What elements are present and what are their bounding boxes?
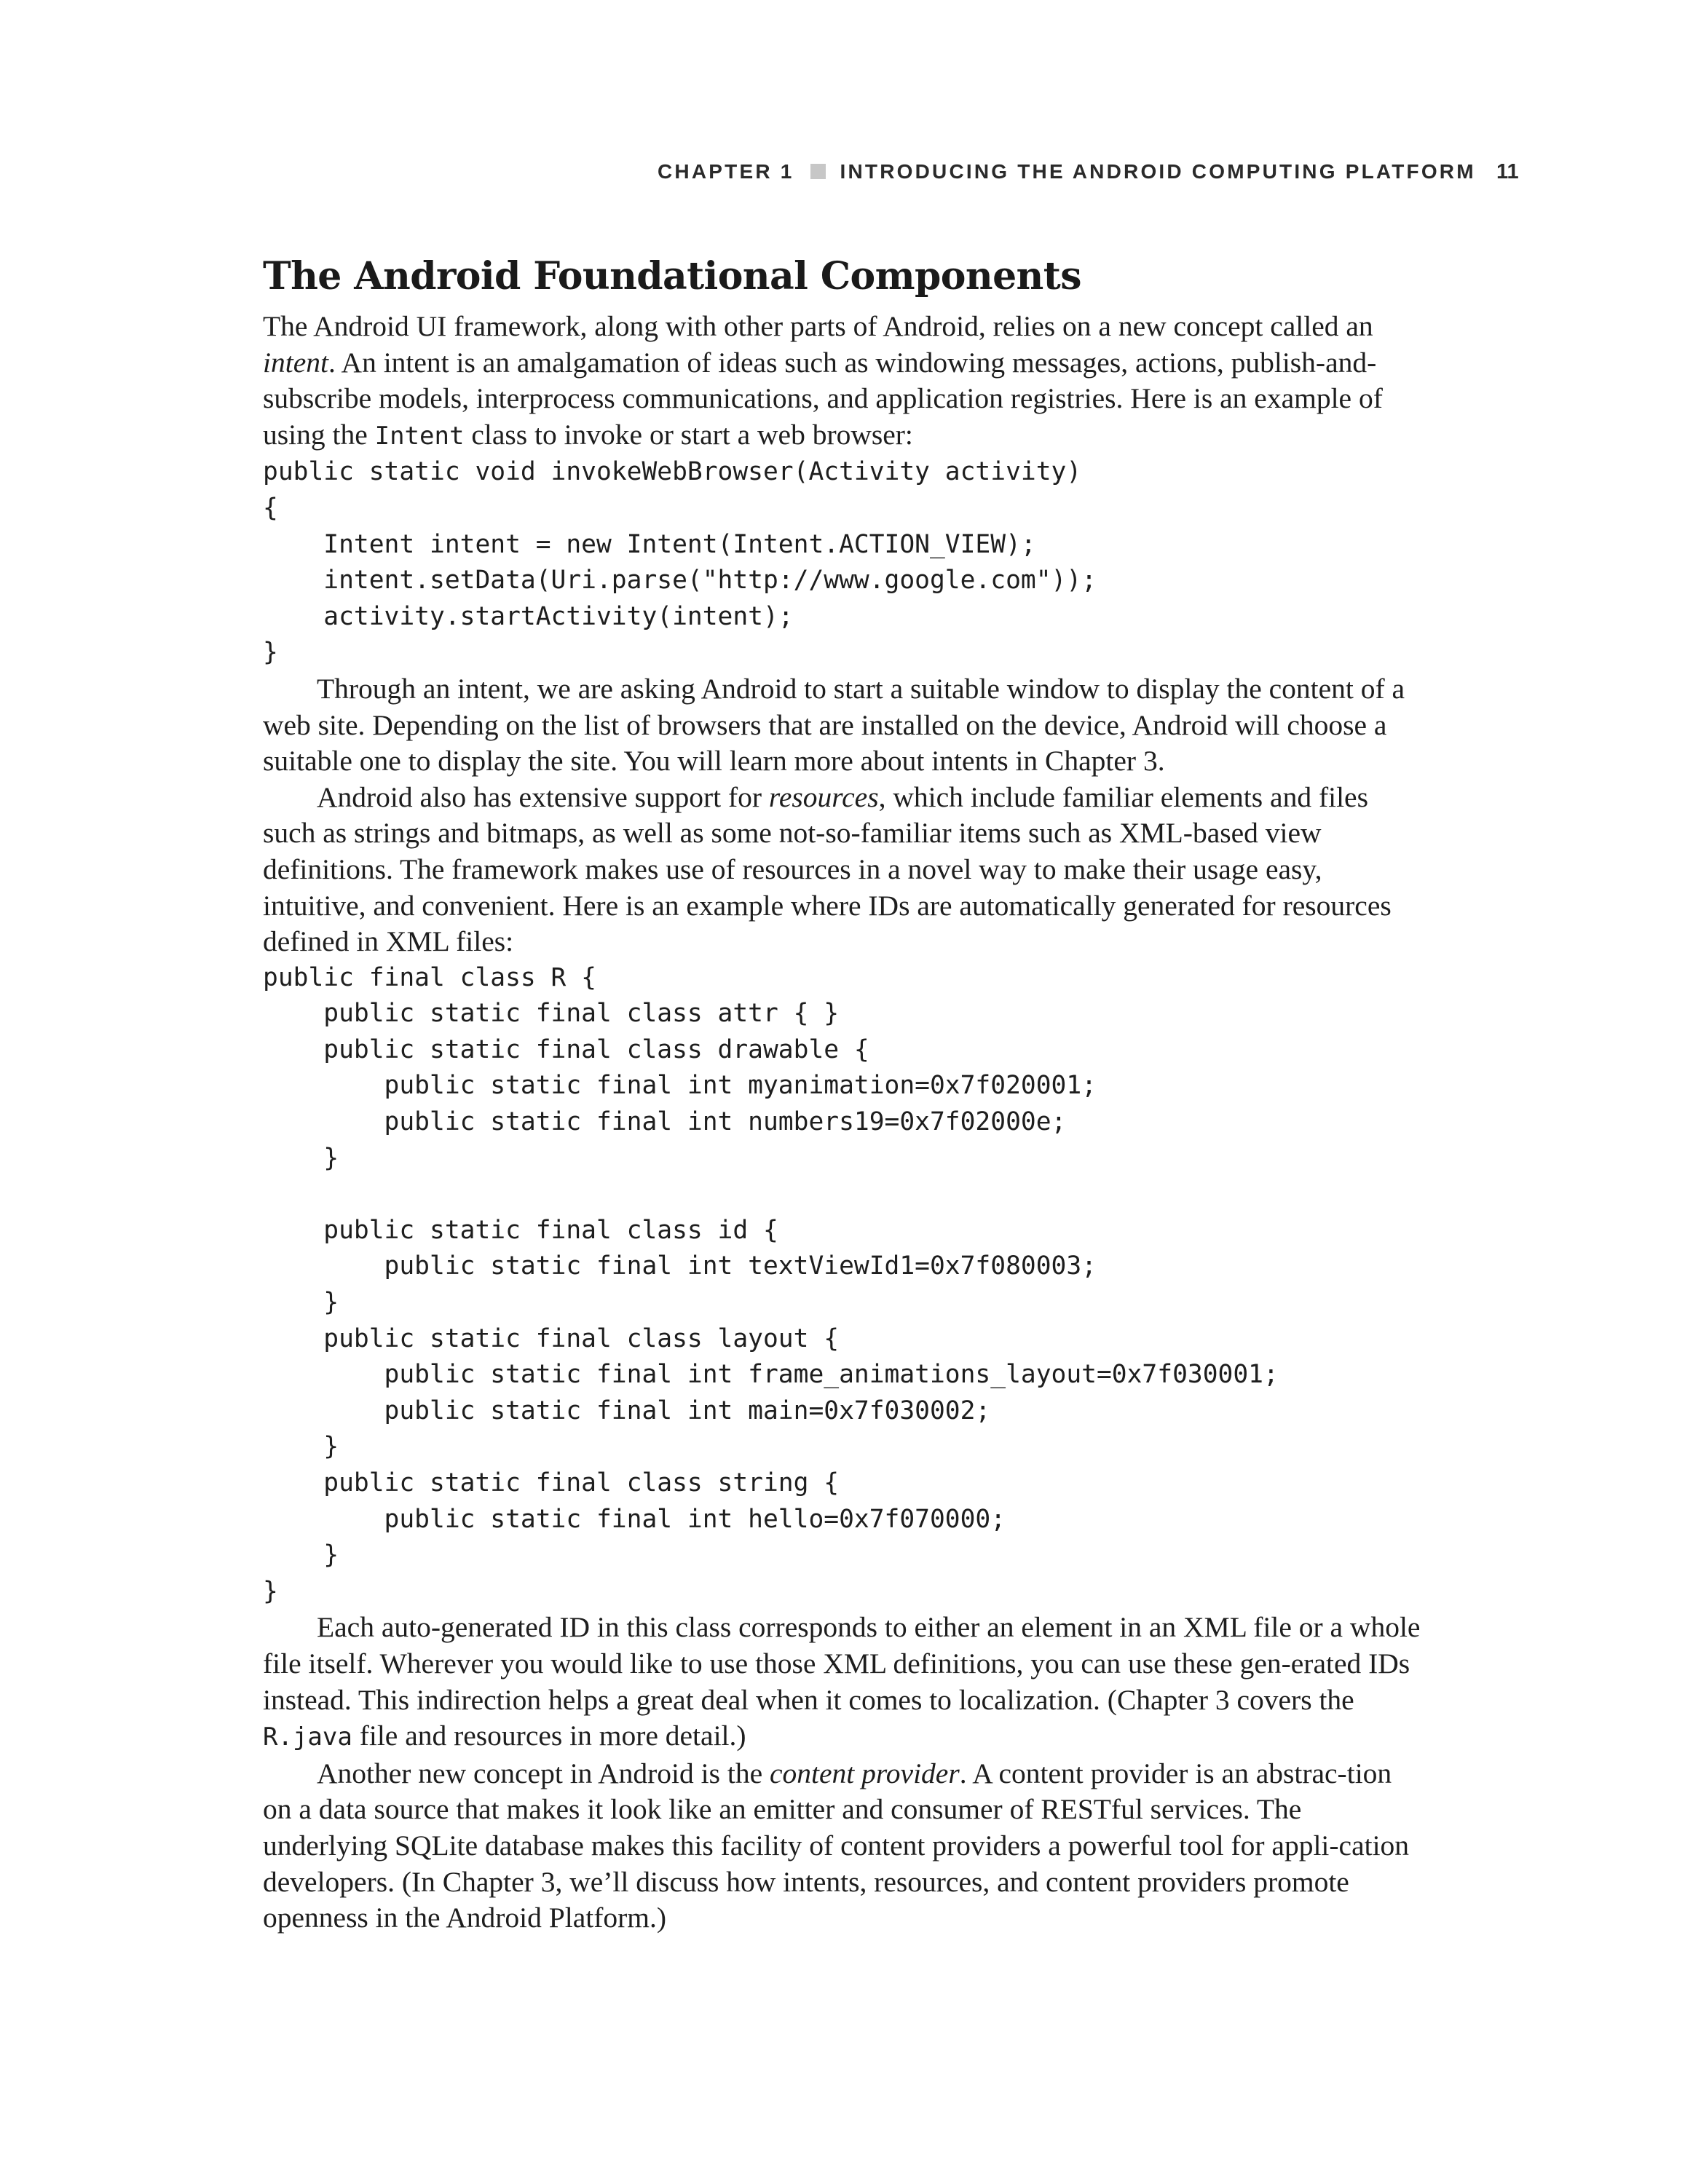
paragraph-intent-intro: [263, 309, 1424, 454]
term-resources: resources: [768, 780, 879, 813]
running-head: [658, 159, 1476, 185]
paragraph-intent-explanation: Through an intent, we are asking Android to start a suitable window to display the content of a web site. Depending on the list of browsers that are installed on the device, Android will choose a suitable one to display the site. You will learn more about intents in Chapter 3.: [263, 672, 1405, 778]
paragraph-text: file and resources in more detail.): [352, 1720, 746, 1752]
inline-code-r-java: R.java: [263, 1722, 352, 1752]
paragraph-content-provider: [263, 1756, 1424, 1936]
page-body: [263, 253, 1424, 1936]
separator-square-icon: [810, 164, 826, 179]
section-title: The Android Foundational Components: [263, 254, 1081, 298]
paragraph-text: Another new concept in Android is the: [317, 1757, 770, 1789]
code-block-r-class: public final class R { public static final class attr { } public static final class drawable { public static final int myanimation=0x7f020001; public static final int numbers19=0x7f02000e; } public static final class id { public static final int textViewId1=0x7f080003; } public static final class layout { public static final int frame_animations_layout=0x7f030001; public static final int main=0x7f030002; } public static final class string { public static final int hello=0x7f070000; } }: [263, 962, 1279, 1606]
term-content-provider: content provider: [770, 1757, 960, 1789]
paragraph-text: , which include familiar elements and files such as strings and bitmaps, as well as some not-so-familiar items such as XML-based view definitions. The framework makes use of resources in a novel way to make their usage easy, intuitive, and convenient. Here is an example where IDs are automatically generated for resources defined in XML files:: [263, 780, 1392, 958]
page-number: 11: [1496, 160, 1519, 183]
paragraph-resources: [263, 780, 1424, 960]
paragraph-text: class to invoke or start a web browser:: [464, 418, 913, 451]
inline-code-intent: Intent: [374, 421, 465, 451]
paragraph-text: The Android UI framework, along with other parts of Android, relies on a new concept called an: [263, 310, 1373, 342]
paragraph-text: Android also has extensive support for: [317, 780, 769, 813]
term-intent: intent: [263, 346, 328, 379]
paragraph-text: Each auto-generated ID in this class corresponds to either an element in an XML file or a whole file itself. Wherever you would like to use those XML definitions, you can use these gen-erated IDs instead. This indirection helps a great deal when it comes to localization. (Chapter 3 covers the: [263, 1611, 1421, 1716]
paragraph-text: . An intent is an amalgamation of ideas such as windowing messages, actions, publish-and-subscribe models, interprocess communications, and application registries. Here is an example of using the: [263, 346, 1383, 451]
chapter-label: CHAPTER 1: [658, 160, 794, 183]
paragraph-text: . A content provider is an abstrac-tion on a data source that makes it look like an emitter and consumer of RESTful services. The underlying SQLite database makes this facility of content providers a powerful tool for appli-cation developers. (In Chapter 3, we’ll discuss how intents, resources, and content providers promote openness in the Android Platform.): [263, 1757, 1410, 1934]
paragraph-generated-ids: [263, 1610, 1424, 1755]
chapter-title: INTRODUCING THE ANDROID COMPUTING PLATFORM: [840, 160, 1476, 183]
code-block-invoke-web-browser: public static void invokeWebBrowser(Activity activity) { Intent intent = new Intent(Intent.ACTION_VIEW); intent.setData(Uri.parse("http://www.google.com")); activity.startActivity(intent); }: [263, 457, 1097, 668]
